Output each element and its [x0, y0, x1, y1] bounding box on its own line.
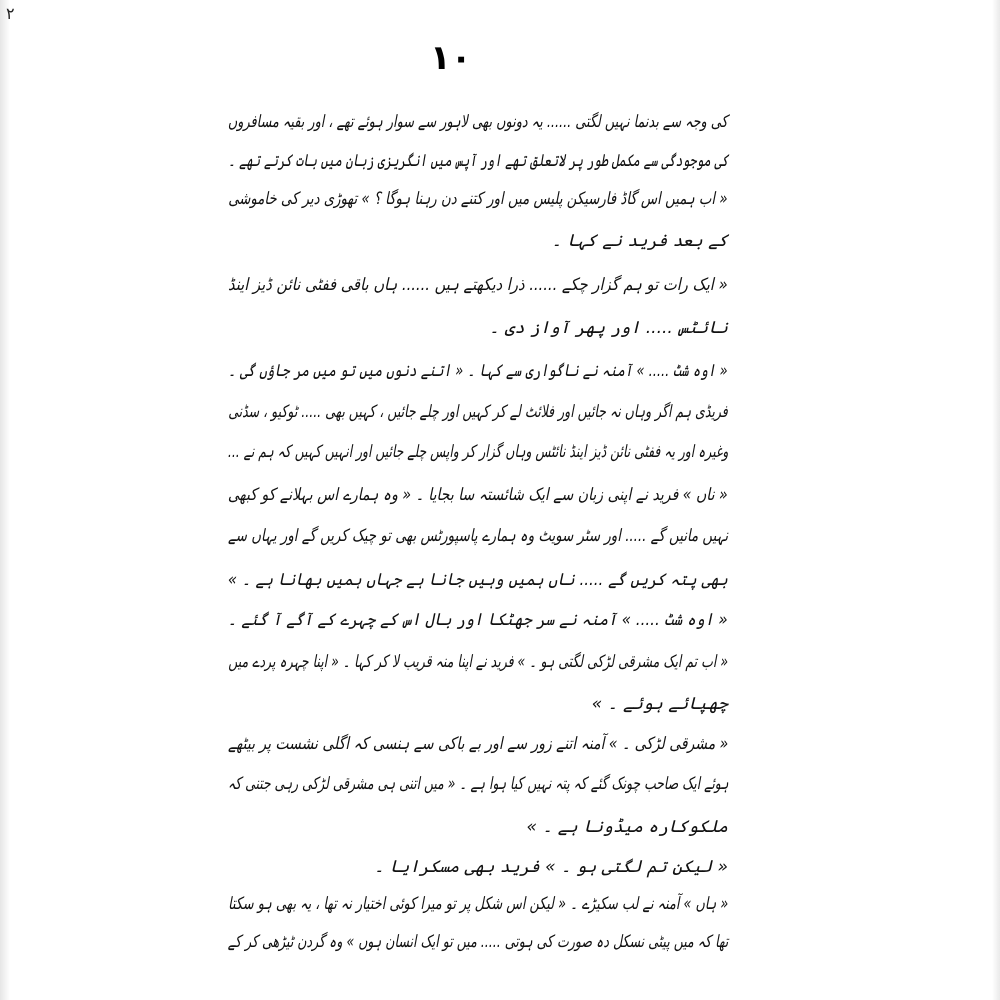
- text-line: « اوہ شٹ ..... » آمنہ نے ناگواری سے کہا ۔ « اتنے دنوں میں تو میں مر جاؤں گی ۔: [228, 361, 728, 381]
- text-line: کی وجہ سے بدنما نہیں لگتی ...... یہ دونوں بھی لاہور سے سوار ہوئے تھے ، اور بقیہ مسافروں: [228, 112, 728, 132]
- text-line: « اوہ شٹ ..... » آمنہ نے سر جھٹکا اور بال اس کے چہرے کے آگے آ گئے ۔: [228, 610, 728, 630]
- text-line: « ناں » فرید نے اپنی زبان سے ایک شائستہ سا بجایا ۔ « وہ ہمارے اس بہلانے کو کبھی: [228, 485, 728, 505]
- corner-mark: ۲: [6, 4, 15, 23]
- text-line: وغیرہ اور یہ ففٹی نائن ڈیز اینڈ نائٹس وہاں گزار کر واپس چلے جائیں اور انہیں کہیں کہ ہم نے ...: [227, 442, 728, 462]
- text-line: نہیں مانیں گے ..... اور سٹر سویٹ وہ ہمارے پاسپورٹس بھی تو چیک کریں گے اور یہاں سے: [227, 526, 728, 546]
- text-line: « اب تم ایک مشرقی لڑکی لگتی ہو ۔ » فرید نے اپنا منہ قریب لا کر کہا ۔ « اپنا چہرہ پردے میں: [228, 652, 728, 672]
- text-line: « ہاں » آمنہ نے لب سکیڑے ۔ « لیکن اس شکل پر تو میرا کوئی اختیار نہ تھا ، یہ بھی ہو سکتا: [227, 894, 728, 914]
- scan-edge-right: [992, 0, 1000, 1000]
- text-line: « اب ہمیں اس گاڈ فارسیکن پلیس میں اور کتنے دن رہنا ہوگا ؟ » تھوڑی دیر کی خاموشی: [228, 189, 728, 209]
- text-line: « مشرقی لڑکی ۔ » آمنہ اتنے زور سے اور بے باکی سے ہنسی کہ اگلی نشست پر بیٹھے: [227, 734, 728, 754]
- scan-edge-left: [0, 0, 10, 1000]
- text-line: بھی پتہ کریں گے ..... ناں ہمیں وہیں جانا ہے جہاں ہمیں بھانا ہے ۔ »: [228, 570, 728, 590]
- text-line: کی موجودگی سے مکمل طور پر لاتعلق تھے اور آپس میں انگریزی زبان میں بات کرتے تھے ۔: [227, 151, 728, 171]
- text-line: کے بعد فرید نے کہا ۔: [551, 231, 728, 251]
- text-line: نائٹس ..... اور پھر آواز دی ۔: [489, 318, 728, 338]
- text-line: ملکوکارہ میڈونا ہے ۔ »: [526, 817, 728, 837]
- text-line: تھا کہ میں پیٹی نسکل دہ صورت کی ہوتی ..... میں تو ایک انسان ہوں » وہ گردن ٹیڑھی کر کے: [227, 932, 728, 952]
- page-number: ۱۰: [430, 38, 472, 78]
- text-line: « ایک رات تو ہم گزار چکے ...... ذرا دیکھتے ہیں ...... ہاں باقی ففٹی نائن ڈیز اینڈ: [228, 275, 728, 295]
- text-line: ہوئے ایک صاحب چونک گئے کہ پتہ نہیں کیا ہوا ہے ۔ « میں اتنی ہی مشرقی لڑکی رہی جتنی کہ: [227, 774, 728, 794]
- text-line: « لیکن تم لگتی ہو ۔ » فرید بھی مسکرایا ۔: [374, 857, 728, 877]
- text-line: چھپائے ہوئے ۔ »: [591, 694, 728, 714]
- text-line: فریڈی ہم اگر وہاں نہ جائیں اور فلائٹ لے کر کہیں اور چلے جائیں ، کہیں بھی ..... ٹوکیو ، سڈنی: [228, 402, 728, 422]
